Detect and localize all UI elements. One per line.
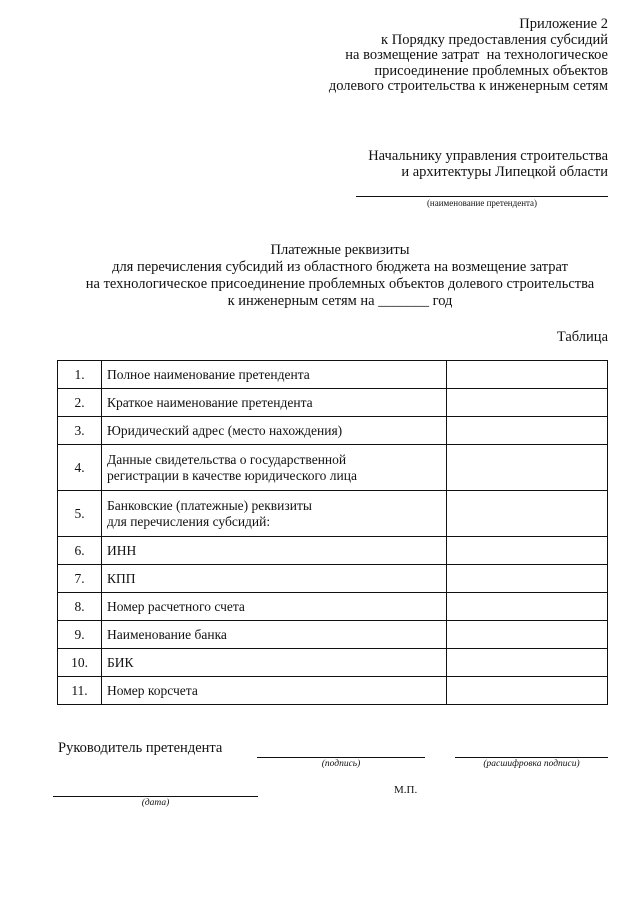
row-value-cell[interactable] xyxy=(447,565,608,593)
table-row xyxy=(58,593,608,621)
row-label: Номер расчетного счета xyxy=(102,593,447,621)
signature-decoding-caption: (расшифровка подписи) xyxy=(483,759,580,769)
appendix-line: долевого строительства к инженерным сетям xyxy=(328,78,608,94)
row-label: Наименование банка xyxy=(102,621,447,649)
row-value-cell[interactable] xyxy=(447,417,608,445)
title-line: Платежные реквизиты xyxy=(270,242,410,258)
table-row xyxy=(58,537,608,565)
row-number: 8. xyxy=(58,593,102,621)
addressee-line: Начальнику управления строительства xyxy=(368,148,608,164)
table-row xyxy=(58,445,608,491)
addressee-line: и архитектуры Липецкой области xyxy=(401,163,608,180)
requisites-table xyxy=(57,360,608,705)
table-row xyxy=(58,565,608,593)
row-label: Полное наименование претендента xyxy=(102,361,447,389)
row-label: БИК xyxy=(102,649,447,677)
row-value-cell[interactable] xyxy=(447,389,608,417)
row-number: 7. xyxy=(58,565,102,593)
date-caption: (дата) xyxy=(141,798,170,808)
table-row xyxy=(58,677,608,705)
stamp-mark: М.П. xyxy=(394,784,418,796)
table-row xyxy=(58,361,608,389)
date-line xyxy=(53,796,258,797)
row-number: 3. xyxy=(58,417,102,445)
row-label: ИНН xyxy=(102,537,447,565)
document-title xyxy=(40,242,640,310)
signature-caption: (подпись) xyxy=(321,759,361,769)
table-row xyxy=(58,389,608,417)
table-row xyxy=(58,649,608,677)
row-value-cell[interactable] xyxy=(447,649,608,677)
row-number: 4. xyxy=(58,445,102,491)
signature-line xyxy=(257,757,425,758)
addressee-block xyxy=(368,149,608,180)
appendix-line: к Порядку предоставления субсидий xyxy=(381,31,608,48)
row-value-cell[interactable] xyxy=(447,621,608,649)
signature-decoding-line xyxy=(455,757,608,758)
row-number: 11. xyxy=(58,677,102,705)
row-label: Краткое наименование претендента xyxy=(102,389,447,417)
table-row xyxy=(58,621,608,649)
row-value-cell[interactable] xyxy=(447,361,608,389)
row-value-cell[interactable] xyxy=(447,445,608,491)
title-line: для перечисления субсидий из областного бюджета на возмещение затрат xyxy=(112,259,568,275)
row-number: 9. xyxy=(58,621,102,649)
row-label: Юридический адрес (место нахождения) xyxy=(102,417,447,445)
appendix-header xyxy=(329,17,608,95)
signatory-label: Руководитель претендента xyxy=(58,740,223,756)
row-number: 5. xyxy=(58,491,102,537)
appendix-line: на возмещение затрат на технологическое xyxy=(345,47,608,63)
table-row xyxy=(58,491,608,537)
title-line: на технологическое присоединение проблемных объектов долевого строительства xyxy=(85,276,595,292)
table-row xyxy=(58,417,608,445)
row-value-cell[interactable] xyxy=(447,677,608,705)
row-value-cell[interactable] xyxy=(447,593,608,621)
table-caption: Таблица xyxy=(556,329,608,345)
row-value-cell[interactable] xyxy=(447,491,608,537)
row-number: 2. xyxy=(58,389,102,417)
applicant-name-caption: (наименование претендента) xyxy=(426,198,538,208)
row-label: Данные свидетельства о государственной регистрации в качестве юридического лица xyxy=(102,445,447,491)
appendix-line: Приложение 2 xyxy=(519,16,608,32)
row-number: 10. xyxy=(58,649,102,677)
row-label: Банковские (платежные) реквизиты для перечисления субсидий: xyxy=(102,491,447,537)
row-label: КПП xyxy=(102,565,447,593)
title-line: к инженерным сетям на _______ год xyxy=(227,293,453,309)
appendix-line: присоединение проблемных объектов xyxy=(374,62,608,79)
applicant-name-line xyxy=(356,196,608,197)
row-value-cell[interactable] xyxy=(447,537,608,565)
row-number: 6. xyxy=(58,537,102,565)
row-label: Номер корсчета xyxy=(102,677,447,705)
row-number: 1. xyxy=(58,361,102,389)
